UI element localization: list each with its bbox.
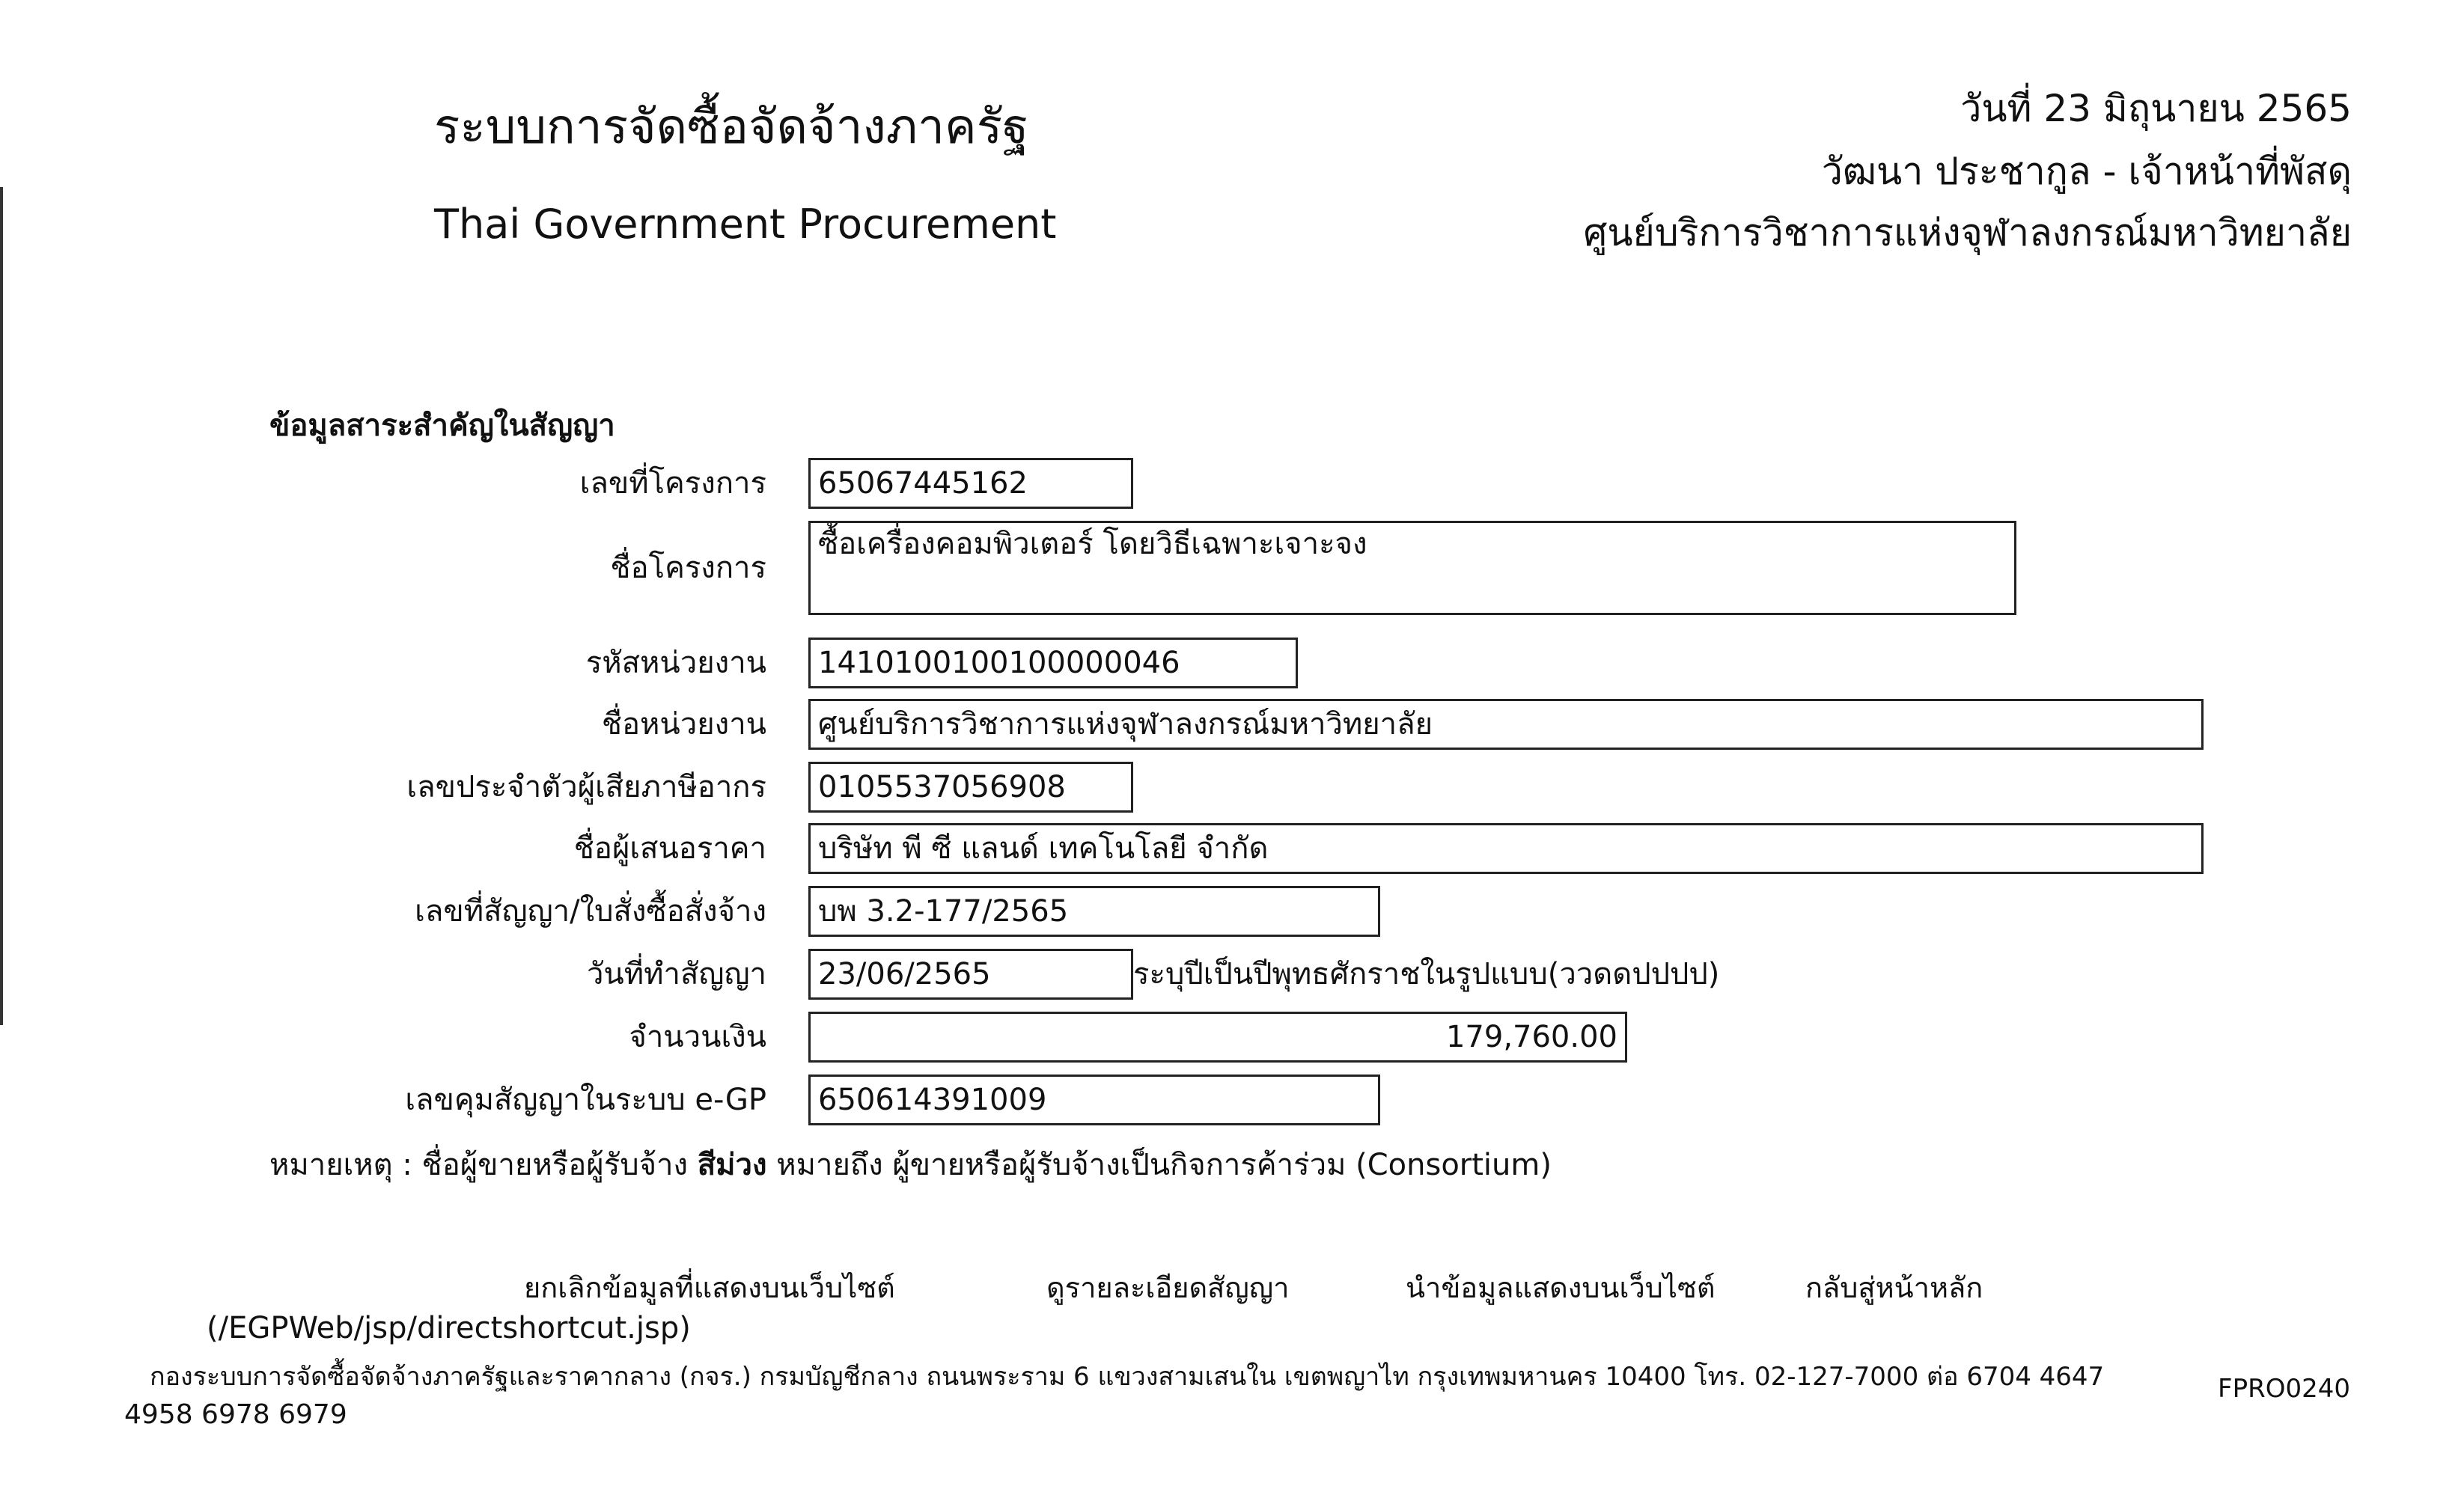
bidder-name-label: ชื่อผู้เสนอราคา bbox=[573, 831, 766, 866]
tax-id-field[interactable]: 0105537056908 bbox=[808, 762, 1133, 813]
contract-date-hint: ระบุปีเป็นปีพุทธศักราชในรูปแบบ(ววดดปปปป) bbox=[1133, 957, 1720, 991]
amount-field[interactable]: 179,760.00 bbox=[808, 1012, 1627, 1063]
dept-name-field[interactable]: ศูนย์บริการวิชาการแห่งจุฬาลงกรณ์มหาวิทยาลัย bbox=[808, 699, 2204, 750]
remark-prefix: หมายเหตุ : ชื่อผู้ขายหรือผู้รับจ้าง bbox=[269, 1148, 698, 1182]
scan-edge-mark bbox=[0, 187, 3, 1025]
tax-id-label: เลขประจำตัวผู้เสียภาษีอากร bbox=[406, 770, 766, 804]
project-name-field[interactable]: ซื้อเครื่องคอมพิวเตอร์ โดยวิธีเฉพาะเจาะจง bbox=[808, 521, 2016, 615]
system-name-th: ระบบการจัดซื้อจัดจ้างภาครัฐ bbox=[434, 100, 1029, 155]
egp-contract-no-label: เลขคุมสัญญาในระบบ e-GP bbox=[405, 1083, 766, 1117]
project-no-field[interactable]: 65067445162 bbox=[808, 458, 1133, 509]
contract-date-field[interactable]: 23/06/2565 bbox=[808, 949, 1133, 1000]
dept-name-label: ชื่อหน่วยงาน bbox=[601, 707, 766, 742]
publish-on-website-link[interactable]: นำข้อมูลแสดงบนเว็บไซต์ bbox=[1406, 1271, 1716, 1304]
dept-code-label: รหัสหน่วยงาน bbox=[585, 646, 766, 680]
system-name-en: Thai Government Procurement bbox=[434, 201, 1057, 248]
bidder-name-field[interactable]: บริษัท พี ซี แลนด์ เทคโนโลยี จำกัด bbox=[808, 823, 2204, 874]
contract-no-label: เลขที่สัญญา/ใบสั่งซื้อสั่งจ้าง bbox=[415, 894, 766, 929]
contract-no-field[interactable]: บพ 3.2-177/2565 bbox=[808, 886, 1380, 937]
egp-contract-no-field[interactable]: 650614391009 bbox=[808, 1075, 1380, 1125]
view-contract-details-link[interactable]: ดูรายละเอียดสัญญา bbox=[1046, 1271, 1290, 1304]
header-date: วันที่ 23 มิถุนายน 2565 bbox=[1960, 87, 2352, 130]
back-to-home-link[interactable]: กลับสู่หน้าหลัก bbox=[1805, 1271, 1983, 1304]
contract-date-label: วันที่ทำสัญญา bbox=[586, 957, 766, 991]
project-name-label: ชื่อโครงการ bbox=[610, 551, 766, 585]
cancel-publish-link[interactable]: ยกเลิกข้อมูลที่แสดงบนเว็บไซต์ bbox=[524, 1271, 895, 1304]
form-code: FPRO0240 bbox=[2218, 1374, 2350, 1404]
project-no-label: เลขที่โครงการ bbox=[579, 466, 766, 501]
section-title: ข้อมูลสาระสำคัญในสัญญา bbox=[269, 409, 615, 443]
remark-note bbox=[269, 1140, 1552, 1188]
footer-address: กองระบบการจัดซื้อจัดจ้างภาครัฐและราคากลาง (กจร.) กรมบัญชีกลาง ถนนพระราม 6 แขวงสามเสนใน เขตพญาไท กรุงเทพมหานคร 10400 โทร. 02-127-7000 ต่อ 6704 4647 bbox=[150, 1362, 2105, 1392]
footer-phones: 4958 6978 6979 bbox=[124, 1399, 347, 1430]
dept-code-field[interactable]: 1410100100100000046 bbox=[808, 638, 1298, 688]
header-organization: ศูนย์บริการวิชาการแห่งจุฬาลงกรณ์มหาวิทยาลัย bbox=[1583, 211, 2352, 254]
remark-suffix: หมายถึง ผู้ขายหรือผู้รับจ้างเป็นกิจการค้าร่วม (Consortium) bbox=[766, 1148, 1552, 1182]
remark-highlight: สีม่วง bbox=[697, 1148, 767, 1182]
page-url: (/EGPWeb/jsp/directshortcut.jsp) bbox=[207, 1311, 691, 1345]
amount-label: จำนวนเงิน bbox=[629, 1020, 766, 1054]
header-user: วัฒนา ประชากูล - เจ้าหน้าที่พัสดุ bbox=[1821, 150, 2352, 193]
